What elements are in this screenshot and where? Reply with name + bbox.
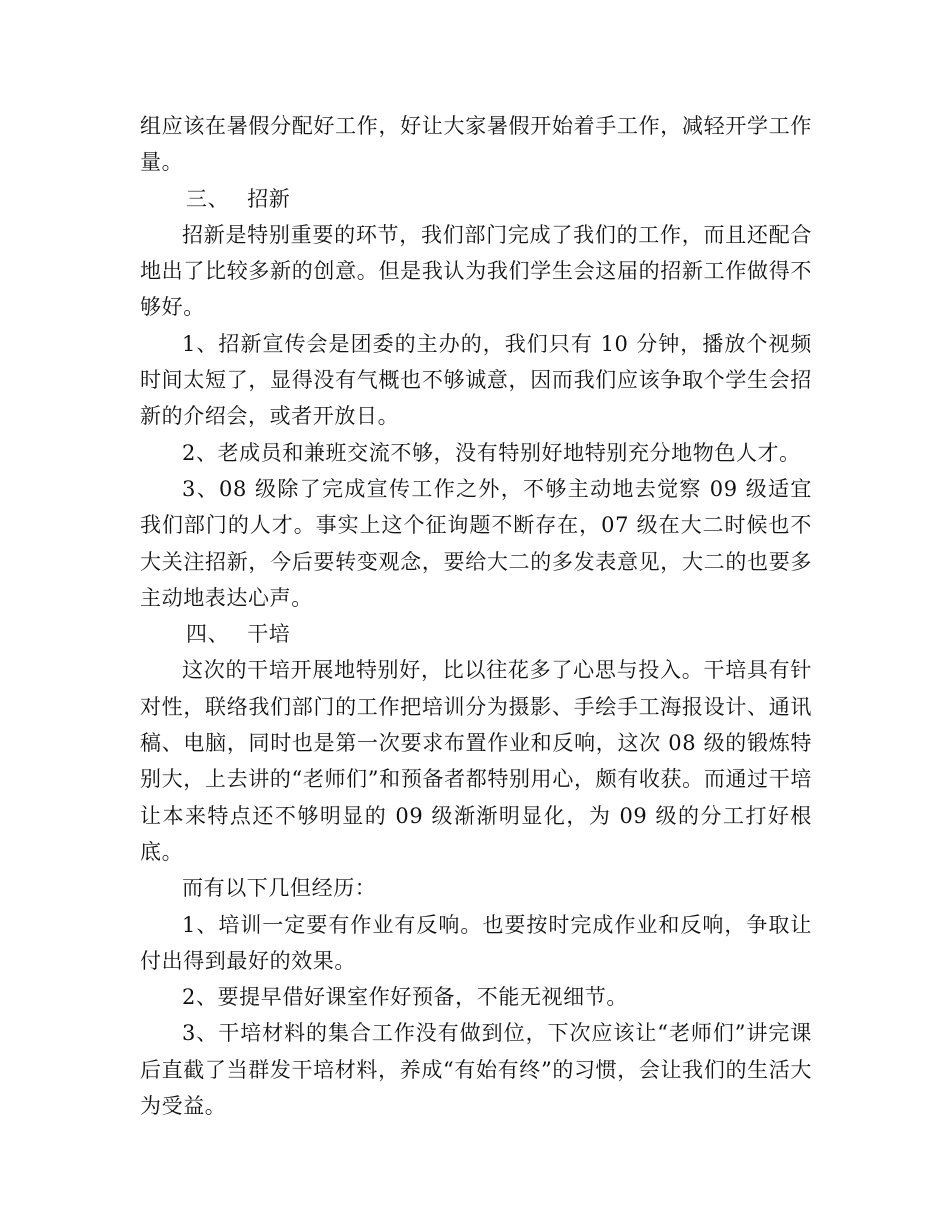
list-item: 2、老成员和兼班交流不够，没有特别好地特别充分地物色人才。: [182, 440, 801, 465]
paragraph: 这次的干培开展地特别好，比以往花多了心思与投入。干培具有针对性，联络我们部门的工作把培训分为摄影、手绘手工海报设计、通讯稿、电脑，同时也是第一次要求布置作业和反响，这次 08 级的锻炼特别大，上去讲的“老师们”和预备者都特别用心，颇有收获。而通过干培让本来特点还不够明显的 09 级渐渐明显化，为 09 级的分工打好根底。: [140, 658, 812, 864]
section-title: 招新: [247, 186, 291, 211]
section-number: 三、: [186, 186, 230, 211]
section-number: 四、: [186, 622, 230, 647]
paragraph: 而有以下几但经历：: [182, 876, 377, 901]
section-heading-recruitment: [140, 181, 812, 217]
list-item: 3、08 级除了完成宣传工作之外，不够主动地去觉察 09 级适宜我们部门的人才。事实上这个征询题不断存在，07 级在大二时候也不大关注招新，今后要转变观念，要给大二的多发表意见，大二的也要多主动地表达心声。: [140, 476, 812, 610]
list-item: 2、要提早借好课室作好预备，不能无视细节。: [182, 985, 628, 1010]
list-item: 3、干培材料的集合工作没有做到位，下次应该让“老师们”讲完课后直截了当群发干培材料，养成“有始有终”的习惯，会让我们的生活大为受益。: [140, 1021, 812, 1119]
list-item: 1、培训一定要有作业有反响。也要按时完成作业和反响，争取让付出得到最好的效果。: [140, 912, 812, 973]
paragraph: 招新是特别重要的环节，我们部门完成了我们的工作，而且还配合地出了比较多新的创意。但是我认为我们学生会这届的招新工作做得不够好。: [140, 222, 812, 320]
list-item: 1、招新宣传会是团委的主办的，我们只有 10 分钟，播放个视频时间太短了，显得没有气概也不够诚意，因而我们应该争取个学生会招新的介绍会，或者开放日。: [140, 331, 812, 429]
section-heading-cadre-training: [140, 616, 812, 652]
paragraph-continuation: 组应该在暑假分配好工作，好让大家暑假开始着手工作，减轻开学工作量。: [140, 114, 812, 175]
document-body: [140, 108, 812, 1124]
section-title: 干培: [247, 622, 291, 647]
